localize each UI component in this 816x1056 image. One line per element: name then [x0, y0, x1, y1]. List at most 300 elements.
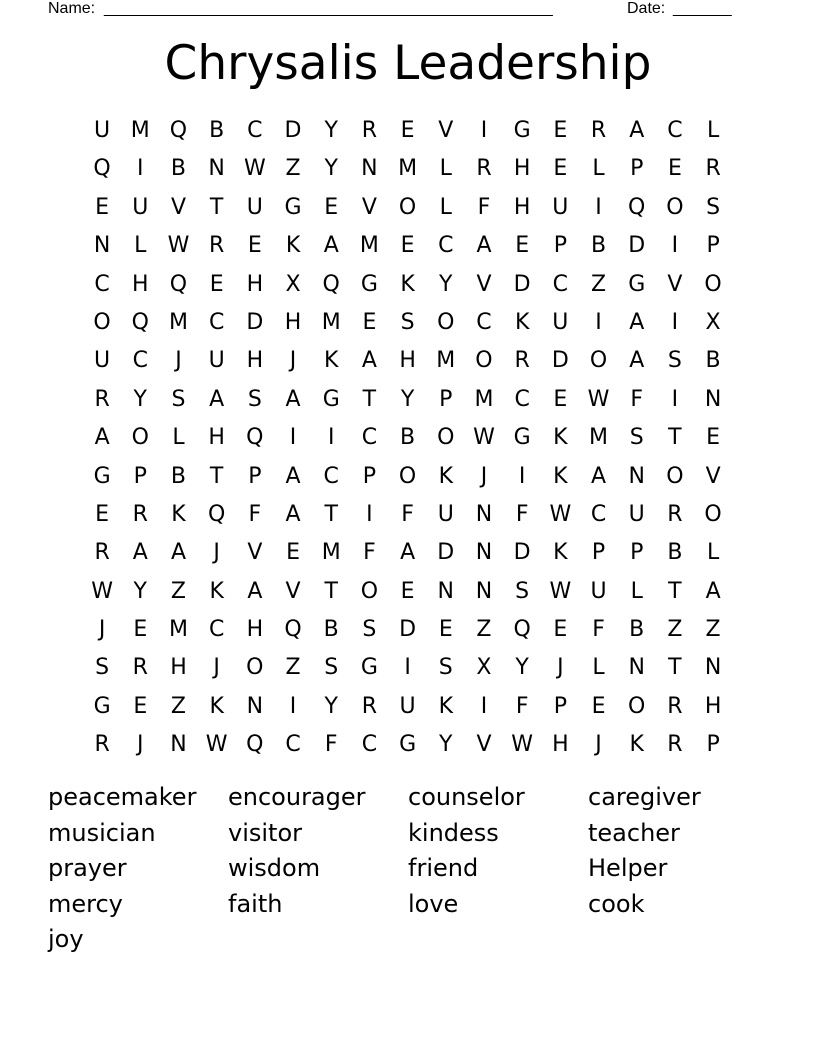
grid-letter: C	[514, 386, 530, 412]
grid-letter: E	[553, 386, 568, 412]
grid-letter: Z	[285, 655, 301, 681]
grid-letter: O	[628, 693, 646, 719]
grid-letter: Q	[628, 194, 646, 220]
grid-letter: C	[590, 501, 607, 527]
grid-letter: F	[592, 617, 605, 643]
grid-letter: X	[705, 309, 721, 335]
grid-letter: V	[476, 271, 492, 297]
grid-letter: Y	[515, 655, 529, 681]
grid-letter: R	[590, 118, 607, 143]
grid-letter: H	[132, 271, 149, 297]
grid-letter: H	[513, 194, 531, 220]
grid-letter: B	[400, 425, 416, 451]
grid-row	[83, 304, 733, 342]
grid-letter: R	[132, 655, 148, 681]
grid-letter: G	[399, 732, 417, 758]
grid-letter: B	[323, 617, 339, 643]
grid-letter: L	[706, 118, 720, 143]
grid-letter: O	[93, 309, 111, 335]
grid-letter: I	[671, 233, 679, 259]
grid-letter: E	[286, 540, 300, 566]
grid-letter: D	[246, 309, 264, 335]
grid-letter: Q	[322, 271, 340, 297]
grid-letter: V	[285, 578, 301, 604]
grid-letter: R	[94, 540, 110, 566]
word-list	[48, 780, 768, 958]
grid-letter: U	[208, 348, 225, 374]
grid-letter: W	[511, 732, 534, 758]
grid-letter: Z	[476, 617, 492, 643]
grid-letter: A	[170, 540, 186, 566]
grid-letter: M	[398, 156, 418, 182]
grid-letter: N	[475, 501, 493, 527]
grid-letter: O	[589, 348, 608, 374]
grid-letter: F	[248, 501, 262, 527]
grid-row	[83, 266, 733, 304]
grid-letter: D	[513, 540, 531, 566]
grid-letter: S	[629, 425, 644, 451]
grid-letter: U	[132, 194, 149, 220]
grid-letter: I	[595, 309, 602, 335]
grid-letter: N	[704, 655, 722, 681]
grid-letter: A	[629, 309, 645, 335]
grid-letter: L	[134, 233, 147, 259]
grid-letter: W	[167, 233, 190, 259]
grid-letter: K	[553, 463, 568, 489]
grid-letter: F	[515, 693, 529, 719]
grid-row	[83, 419, 733, 457]
grid-letter: D	[399, 617, 417, 643]
grid-row	[83, 189, 733, 227]
grid-letter: Q	[513, 617, 531, 643]
grid-row	[83, 534, 733, 572]
grid-letter: E	[400, 578, 415, 604]
grid-letter: I	[404, 655, 411, 681]
grid-letter: F	[477, 194, 491, 220]
grid-letter: T	[209, 194, 224, 220]
grid-letter: Y	[324, 693, 338, 719]
grid-letter: I	[137, 156, 144, 182]
grid-letter: Y	[324, 118, 338, 143]
grid-letter: G	[360, 655, 378, 681]
grid-letter: A	[705, 578, 721, 604]
grid-letter: W	[205, 732, 228, 758]
word-list-item: musician	[48, 818, 156, 847]
grid-letter: A	[323, 233, 339, 259]
grid-letter: I	[480, 118, 488, 143]
grid-letter: U	[437, 501, 454, 527]
grid-letter: E	[667, 156, 682, 182]
grid-letter: E	[324, 194, 339, 220]
grid-letter: U	[94, 118, 111, 143]
grid-letter: P	[630, 156, 644, 182]
grid-letter: U	[552, 194, 569, 220]
grid-letter: H	[284, 309, 302, 335]
grid-letter: A	[285, 501, 301, 527]
date-label: Date:	[627, 0, 666, 17]
page-title: Chrysalis Leadership	[164, 36, 652, 91]
grid-letter: F	[324, 732, 338, 758]
grid-letter: N	[475, 540, 493, 566]
grid-letter: C	[132, 348, 148, 374]
grid-letter: K	[553, 425, 568, 451]
grid-letter: E	[209, 271, 224, 297]
grid-letter: C	[208, 617, 225, 643]
grid-row	[83, 573, 733, 611]
grid-letter: E	[133, 693, 148, 719]
grid-letter: H	[246, 348, 264, 374]
grid-letter: A	[361, 348, 377, 374]
grid-letter: W	[91, 578, 113, 604]
grid-letter: K	[324, 348, 339, 374]
grid-letter: G	[513, 118, 531, 143]
grid-letter: T	[668, 578, 682, 604]
grid-letter: C	[285, 732, 301, 758]
grid-letter: W	[473, 425, 495, 451]
grid-letter: A	[285, 386, 301, 412]
grid-letter: G	[322, 386, 340, 412]
word-list-item: caregiver	[588, 783, 701, 811]
grid-letter: I	[595, 194, 602, 220]
grid-letter: D	[437, 540, 455, 566]
grid-letter: O	[398, 463, 417, 489]
grid-letter: T	[668, 425, 682, 451]
word-list-item: faith	[228, 889, 283, 918]
grid-letter: R	[361, 118, 378, 143]
grid-letter: R	[132, 501, 148, 527]
grid-letter: V	[170, 194, 186, 220]
grid-letter: B	[170, 156, 187, 182]
grid-letter: F	[515, 501, 529, 527]
grid-letter: R	[705, 156, 721, 182]
name-label: Name:	[48, 0, 96, 17]
grid-letter: A	[94, 425, 110, 451]
grid-letter: R	[94, 732, 110, 758]
grid-letter: L	[706, 540, 720, 566]
grid-row	[83, 688, 733, 726]
grid-letter: C	[552, 271, 569, 297]
grid-row	[83, 726, 733, 764]
grid-letter: N	[628, 463, 645, 489]
grid-letter: U	[590, 578, 607, 604]
grid-row	[83, 150, 733, 188]
grid-letter: K	[438, 463, 453, 489]
grid-letter: I	[518, 463, 526, 489]
grid-letter: P	[248, 463, 262, 489]
grid-letter: C	[361, 425, 378, 451]
grid-letter: T	[324, 578, 338, 604]
grid-letter: Z	[667, 617, 683, 643]
grid-letter: O	[475, 348, 493, 374]
grid-row	[83, 381, 733, 419]
grid-letter: J	[480, 463, 488, 489]
grid-letter: E	[362, 309, 377, 335]
grid-letter: G	[360, 271, 378, 297]
grid-letter: C	[667, 118, 683, 143]
grid-letter: C	[438, 233, 454, 259]
grid-letter: F	[363, 540, 376, 566]
grid-letter: S	[362, 617, 377, 643]
grid-letter: M	[589, 425, 609, 451]
grid-letter: G	[93, 463, 111, 489]
grid-letter: L	[439, 156, 452, 182]
grid-letter: E	[95, 194, 110, 220]
grid-letter: R	[667, 501, 683, 527]
grid-letter: S	[438, 655, 453, 681]
grid-letter: E	[438, 617, 453, 643]
grid-letter: K	[285, 233, 301, 259]
grid-letter: J	[137, 732, 144, 758]
grid-letter: G	[284, 194, 302, 220]
grid-letter: V	[438, 118, 454, 143]
grid-row	[83, 227, 733, 265]
word-list-item: peacemaker	[48, 783, 197, 811]
grid-letter: J	[557, 655, 564, 681]
grid-letter: E	[247, 233, 262, 259]
grid-letter: P	[362, 463, 377, 489]
grid-row	[83, 496, 733, 534]
grid-row	[83, 112, 733, 150]
grid-letter: K	[629, 732, 644, 758]
grid-letter: B	[209, 118, 225, 143]
grid-letter: R	[476, 156, 492, 182]
grid-letter: C	[361, 732, 378, 758]
grid-letter: A	[209, 386, 225, 412]
word-list-item: teacher	[588, 818, 680, 847]
grid-letter: L	[592, 655, 605, 681]
grid-letter: S	[515, 578, 530, 604]
grid-letter: M	[474, 386, 494, 412]
grid-letter: X	[476, 655, 492, 681]
grid-letter: K	[209, 578, 224, 604]
grid-letter: O	[398, 194, 417, 220]
grid-letter: N	[93, 233, 111, 259]
grid-letter: O	[360, 578, 379, 604]
grid-letter: O	[437, 309, 455, 335]
grid-letter: P	[591, 540, 606, 566]
grid-letter: C	[476, 309, 492, 335]
grid-letter: E	[400, 233, 415, 259]
grid-letter: I	[327, 425, 335, 451]
grid-letter: J	[595, 732, 602, 758]
grid-letter: U	[628, 501, 645, 527]
grid-letter: B	[705, 348, 721, 374]
grid-letter: U	[552, 309, 569, 335]
grid-letter: I	[366, 501, 373, 527]
grid-letter: K	[514, 309, 530, 335]
grid-letter: H	[704, 693, 722, 719]
grid-letter: J	[213, 540, 220, 566]
grid-letter: P	[133, 463, 147, 489]
grid-letter: O	[246, 655, 264, 681]
word-search-grid	[83, 112, 733, 765]
grid-letter: D	[513, 271, 531, 297]
grid-letter: E	[515, 233, 530, 259]
grid-letter: M	[168, 309, 188, 335]
grid-row	[83, 458, 733, 496]
grid-letter: Q	[207, 501, 226, 527]
grid-letter: Z	[170, 693, 186, 719]
word-list-item: wisdom	[228, 854, 321, 882]
grid-letter: H	[513, 156, 531, 182]
grid-letter: Y	[133, 578, 147, 604]
grid-letter: Y	[324, 156, 338, 182]
grid-letter: M	[130, 118, 150, 143]
grid-letter: P	[553, 693, 567, 719]
grid-letter: O	[704, 501, 722, 527]
grid-letter: Q	[93, 156, 111, 182]
grid-letter: A	[132, 540, 148, 566]
grid-letter: I	[671, 309, 679, 335]
grid-letter: W	[549, 578, 572, 604]
grid-letter: V	[361, 194, 377, 220]
grid-letter: P	[706, 233, 720, 259]
grid-letter: T	[209, 463, 224, 489]
grid-letter: E	[400, 118, 415, 143]
grid-letter: S	[324, 655, 339, 681]
word-list-item: cook	[588, 889, 645, 918]
grid-letter: B	[590, 233, 607, 259]
grid-letter: H	[246, 617, 264, 643]
grid-letter: I	[671, 386, 679, 412]
word-list-item: joy	[48, 925, 84, 953]
grid-letter: L	[592, 156, 605, 182]
grid-letter: S	[400, 309, 415, 335]
grid-letter: Q	[246, 732, 264, 758]
grid-letter: D	[284, 118, 302, 143]
grid-letter: O	[666, 463, 684, 489]
word-list-item: visitor	[228, 818, 303, 847]
grid-letter: N	[361, 156, 378, 182]
grid-letter: J	[213, 655, 220, 681]
grid-letter: J	[175, 348, 182, 374]
grid-letter: A	[629, 118, 645, 143]
grid-letter: T	[668, 655, 682, 681]
grid-letter: T	[362, 386, 377, 412]
grid-letter: M	[321, 540, 341, 566]
grid-letter: P	[706, 732, 720, 758]
grid-letter: G	[93, 693, 111, 719]
grid-letter: P	[630, 540, 644, 566]
worksheet-header	[0, 0, 816, 20]
grid-letter: C	[94, 271, 110, 297]
grid-letter: Q	[169, 118, 188, 143]
grid-row	[83, 342, 733, 380]
grid-letter: D	[551, 348, 569, 374]
grid-letter: N	[246, 693, 264, 719]
grid-letter: B	[667, 540, 683, 566]
grid-letter: A	[285, 463, 301, 489]
grid-letter: U	[246, 194, 263, 220]
grid-letter: K	[553, 540, 568, 566]
grid-letter: H	[246, 271, 264, 297]
grid-letter: S	[667, 348, 682, 374]
word-list-item: mercy	[48, 889, 123, 918]
grid-letter: S	[247, 386, 262, 412]
grid-letter: F	[401, 501, 414, 527]
grid-letter: B	[170, 463, 187, 489]
grid-letter: V	[705, 463, 721, 489]
grid-letter: D	[628, 233, 646, 259]
grid-letter: H	[552, 732, 569, 758]
word-list-item: friend	[408, 854, 479, 882]
grid-letter: E	[133, 617, 148, 643]
grid-letter: Q	[131, 309, 149, 335]
grid-letter: U	[94, 348, 111, 374]
grid-letter: Y	[439, 732, 453, 758]
grid-letter: I	[480, 693, 488, 719]
grid-letter: N	[704, 386, 722, 412]
grid-letter: E	[553, 156, 568, 182]
grid-letter: M	[359, 233, 379, 259]
grid-letter: O	[704, 271, 722, 297]
grid-letter: K	[209, 693, 224, 719]
grid-letter: K	[171, 501, 186, 527]
word-list-item: Helper	[588, 854, 668, 882]
grid-letter: P	[553, 233, 567, 259]
grid-letter: K	[438, 693, 453, 719]
grid-letter: S	[706, 194, 721, 220]
grid-letter: C	[323, 463, 339, 489]
grid-letter: I	[289, 693, 297, 719]
grid-letter: R	[361, 693, 378, 719]
grid-letter: E	[553, 617, 568, 643]
grid-letter: E	[591, 693, 606, 719]
word-list-item: kindess	[408, 818, 499, 847]
word-list-item: love	[408, 889, 459, 918]
date-blank-line: _______	[673, 0, 732, 17]
grid-letter: O	[666, 194, 684, 220]
grid-letter: Z	[590, 271, 607, 297]
grid-letter: Q	[169, 271, 188, 297]
grid-letter: W	[549, 501, 572, 527]
grid-letter: E	[706, 425, 721, 451]
grid-letter: Z	[705, 617, 721, 643]
grid-row	[83, 611, 733, 649]
grid-letter: H	[399, 348, 416, 374]
grid-letter: R	[667, 732, 683, 758]
grid-letter: N	[170, 732, 187, 758]
grid-letter: P	[439, 386, 453, 412]
grid-letter: H	[170, 655, 187, 681]
grid-letter: F	[630, 386, 644, 412]
grid-letter: Z	[285, 156, 301, 182]
grid-letter: R	[667, 693, 683, 719]
grid-letter: G	[513, 425, 531, 451]
grid-letter: M	[321, 309, 341, 335]
grid-letter: V	[476, 732, 492, 758]
grid-letter: C	[247, 118, 263, 143]
grid-letter: O	[131, 425, 149, 451]
grid-letter: Y	[439, 271, 453, 297]
grid-row	[83, 649, 733, 687]
grid-letter: W	[587, 386, 610, 412]
grid-letter: V	[247, 540, 263, 566]
word-list-item: encourager	[228, 783, 366, 811]
grid-letter: Q	[246, 425, 264, 451]
grid-letter: S	[95, 655, 110, 681]
grid-letter: N	[437, 578, 455, 604]
grid-letter: R	[94, 386, 110, 412]
grid-letter: K	[400, 271, 415, 297]
grid-letter: L	[172, 425, 185, 451]
grid-letter: G	[628, 271, 646, 297]
grid-letter: C	[208, 309, 225, 335]
grid-letter: B	[629, 617, 645, 643]
grid-letter: M	[168, 617, 188, 643]
grid-letter: J	[98, 617, 106, 643]
grid-letter: R	[209, 233, 225, 259]
